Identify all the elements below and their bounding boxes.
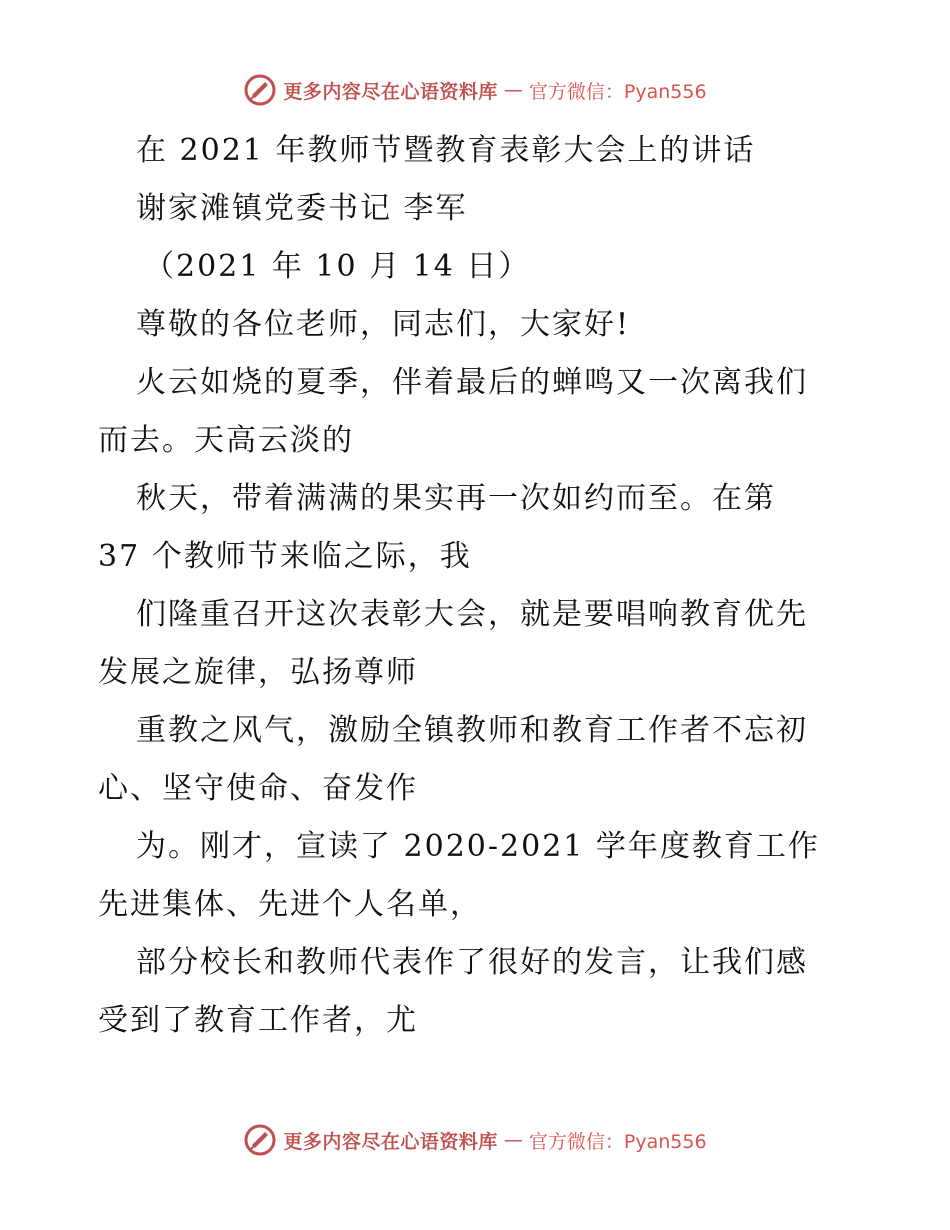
document-title: 在 2021 年教师节暨教育表彰大会上的讲话 [136,133,756,168]
watermark-contact-text: 官方微信：Pyan556 [528,80,707,103]
paragraph-line: 部分校长和教师代表作了很好的发言，让我们感 [136,945,808,980]
watermark-separator: — [503,79,523,101]
paragraph-line: 心、坚守使命、奋发作 [98,771,418,806]
watermark-footer [0,1122,950,1158]
watermark-contact-text: 官方微信：Pyan556 [528,1130,707,1153]
watermark-brand-text: 更多内容尽在心语资料库 [283,1130,498,1153]
watermark-separator: — [503,1129,523,1151]
paragraph-line: 37 个教师节来临之际，我 [98,539,472,574]
paragraph-line: 火云如烧的夏季，伴着最后的蝉鸣又一次离我们 [136,365,808,400]
document-body [98,122,858,1050]
paragraph-line: 为。刚才，宣读了 2020-2021 学年度教育工作 [136,829,820,864]
scroll-pen-logo-icon [243,73,277,107]
paragraph-line: 先进集体、先进个人名单， [98,887,482,922]
paragraph-line: 重教之风气，激励全镇教师和教育工作者不忘初 [136,713,808,748]
watermark-brand-text: 更多内容尽在心语资料库 [283,80,498,103]
paragraph-line: 秋天，带着满满的果实再一次如约而至。在第 [136,481,776,516]
document-author: 谢家滩镇党委书记 李军 [136,191,468,226]
paragraph-line: 受到了教育工作者，尤 [98,1003,418,1038]
paragraph-line: 而去。天高云淡的 [98,423,354,458]
paragraph-line: 发展之旋律，弘扬尊师 [98,655,418,690]
document-date: （2021 年 10 月 14 日） [144,249,531,284]
watermark-header [0,72,950,108]
paragraph-line: 们隆重召开这次表彰大会，就是要唱响教育优先 [136,597,808,632]
scroll-pen-logo-icon [243,1123,277,1157]
document-greeting: 尊敬的各位老师，同志们，大家好! [136,307,631,342]
